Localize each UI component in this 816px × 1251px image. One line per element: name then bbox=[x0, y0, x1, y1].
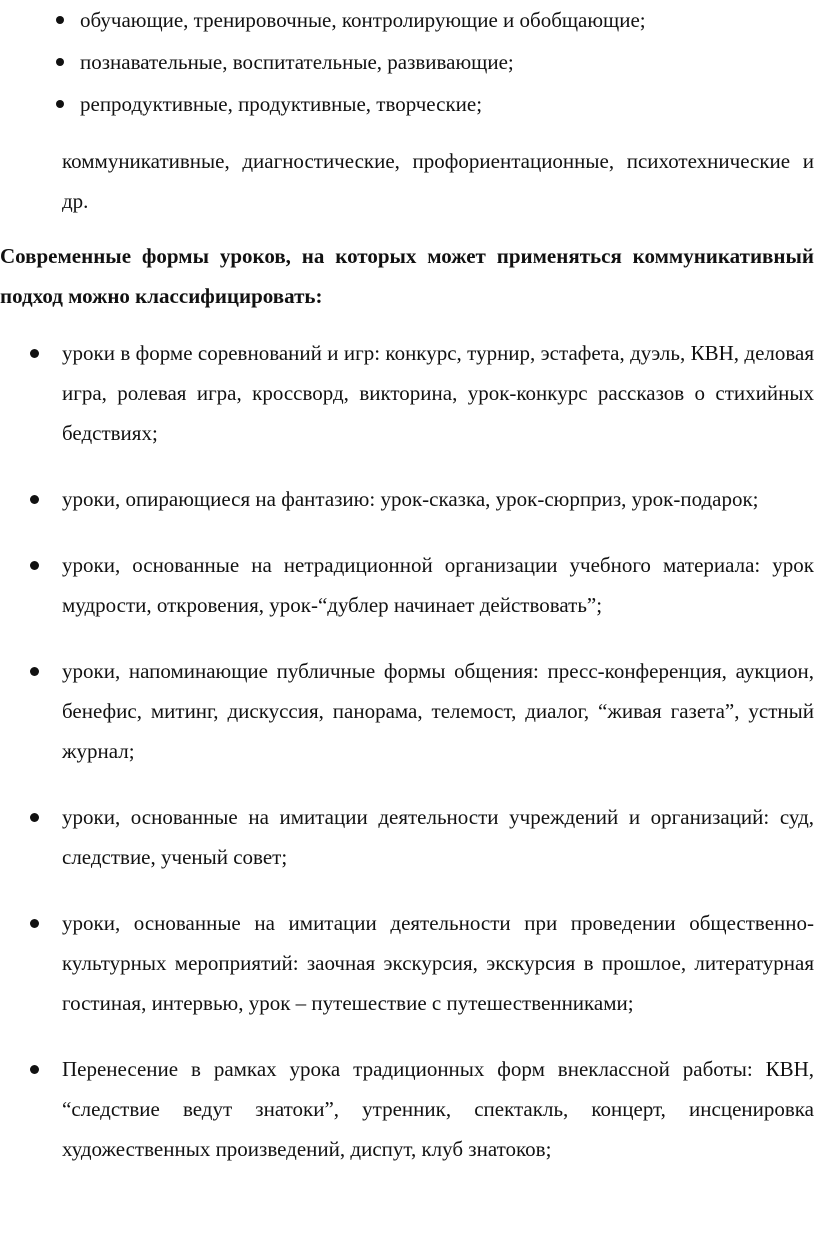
lesson-types-list bbox=[54, 6, 794, 132]
list-item bbox=[0, 1049, 814, 1169]
bullet-icon bbox=[30, 667, 39, 676]
list-item bbox=[54, 90, 794, 132]
list-item-text: уроки в форме соревнований и игр: конкурс, турнир, эстафета, дуэль, КВН, деловая игра, ролевая игра, кроссворд, викторина, урок-конкурс рассказов о стихийных бедствиях; bbox=[62, 341, 814, 445]
list-item-text: уроки, опирающиеся на фантазию: урок-сказка, урок-сюрприз, урок-подарок; bbox=[62, 487, 759, 511]
list-item-text: уроки, основанные на имитации деятельности при проведении общественно-культурных мероприятий: заочная экскурсия, экскурсия в прошлое, литературная гостиная, интервью, урок – путешествие с путешественниками; bbox=[62, 911, 814, 1015]
lesson-forms-list bbox=[0, 333, 816, 1195]
list-item bbox=[54, 48, 794, 90]
continuation-paragraph: коммуникативные, диагностические, профориентационные, психотехнические и др. bbox=[62, 149, 814, 213]
list-item-text: уроки, напоминающие публичные формы общения: пресс-конференция, аукцион, бенефис, митинг, дискуссия, панорама, телемост, диалог, “живая газета”, устный журнал; bbox=[62, 659, 814, 763]
list-item-text: Перенесение в рамках урока традиционных форм внеклассной работы: КВН, “следствие ведут знатоки”, утренник, спектакль, концерт, инсценировка художественных произведений, диспут, клуб знатоков; bbox=[62, 1057, 814, 1161]
list-item-text: уроки, основанные на имитации деятельности учреждений и организаций: суд, следствие, ученый совет; bbox=[62, 805, 814, 869]
list-item-text: репродуктивные, продуктивные, творческие; bbox=[80, 92, 483, 116]
list-item-text: познавательные, воспитательные, развивающие; bbox=[80, 50, 514, 74]
bullet-icon bbox=[56, 100, 64, 108]
list-item bbox=[0, 651, 814, 771]
bullet-icon bbox=[56, 16, 64, 24]
list-item-text: уроки, основанные на нетрадиционной организации учебного материала: урок мудрости, откровения, урок-“дублер начинает действовать”; bbox=[62, 553, 814, 617]
bullet-icon bbox=[56, 58, 64, 66]
bullet-icon bbox=[30, 561, 39, 570]
bullet-icon bbox=[30, 349, 39, 358]
list-item bbox=[0, 333, 814, 453]
list-item-text: обучающие, тренировочные, контролирующие и обобщающие; bbox=[80, 8, 646, 32]
bullet-icon bbox=[30, 813, 39, 822]
bullet-icon bbox=[30, 919, 39, 928]
list-item bbox=[0, 797, 814, 877]
list-item bbox=[54, 6, 794, 48]
list-item bbox=[0, 479, 814, 519]
section-heading: Современные формы уроков, на которых может применяться коммуникативный подход можно классифицировать: bbox=[0, 244, 814, 308]
bullet-icon bbox=[30, 1065, 39, 1074]
list-item bbox=[0, 903, 814, 1023]
list-item bbox=[0, 545, 814, 625]
bullet-icon bbox=[30, 495, 39, 504]
